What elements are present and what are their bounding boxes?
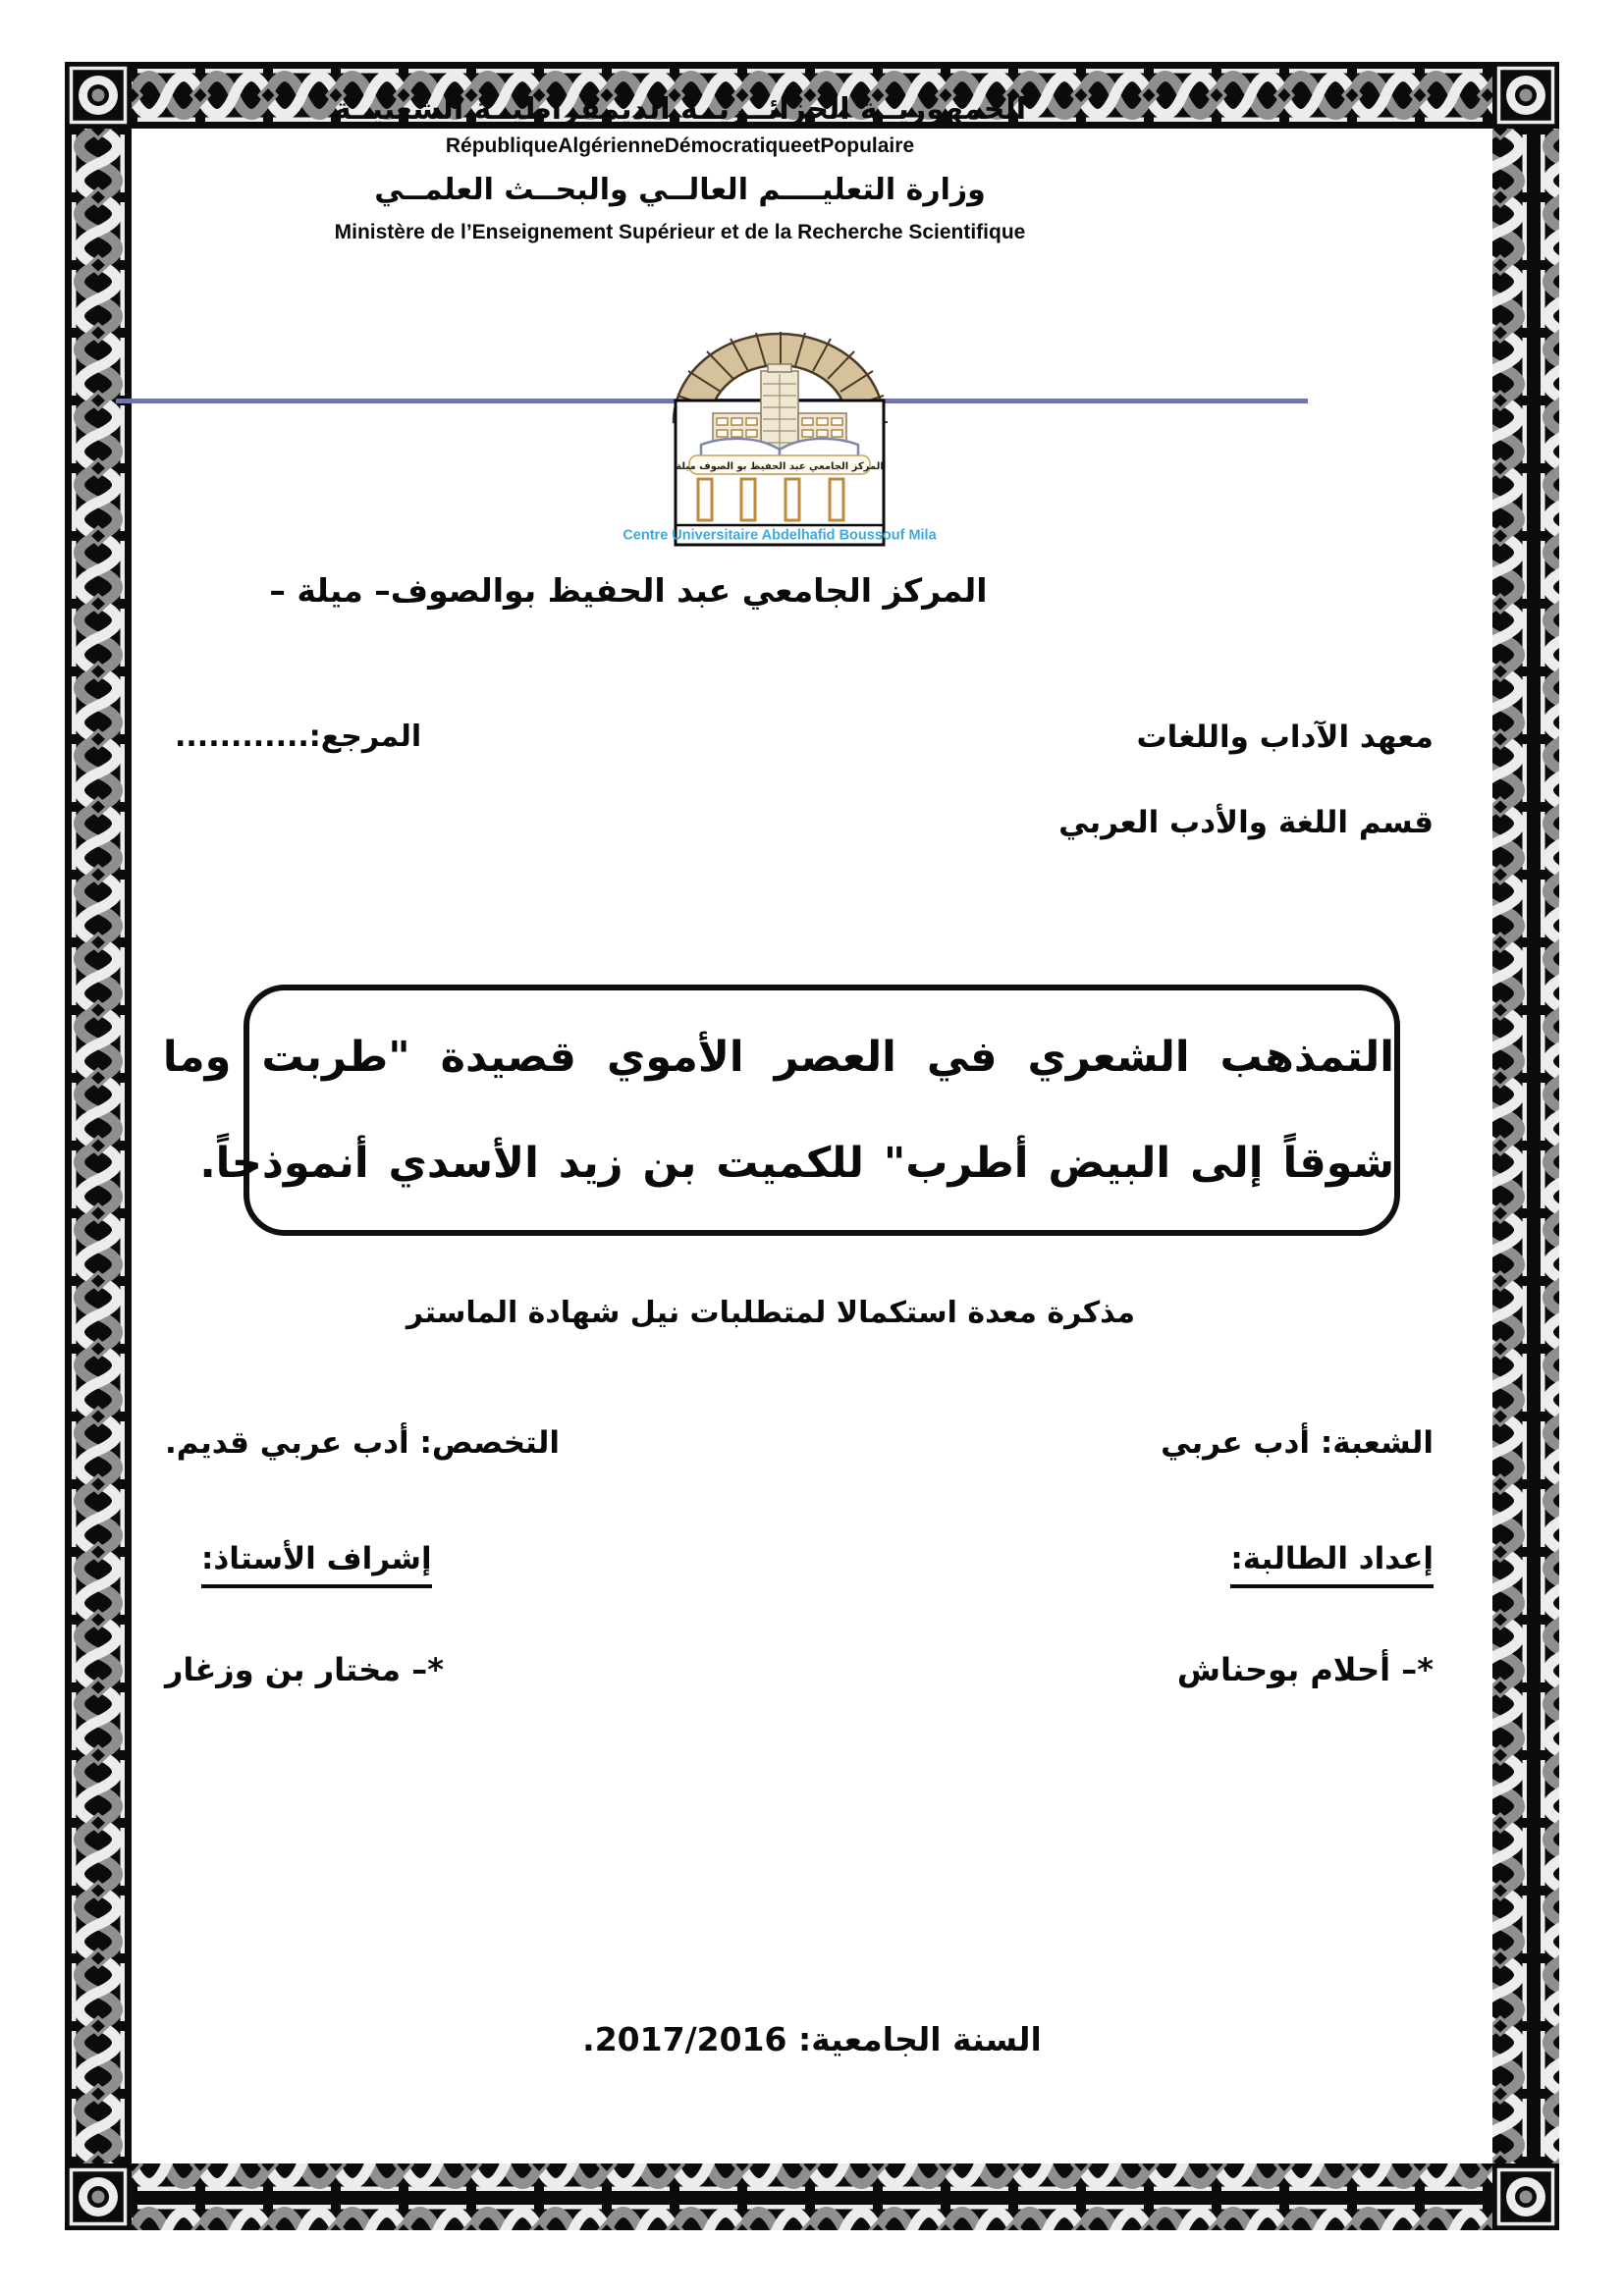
thesis-title-line-1: التمذهب الشعري في العصر الأموي قصيدة "طربت وما — [162, 1033, 1394, 1082]
student-name: *– أحلام بوحناش — [1176, 1651, 1434, 1688]
reference-label: المرجع:............ — [175, 720, 422, 754]
ministry-title-arabic: وزارة التعليــــم العالــي والبحــث العلمــي — [374, 173, 986, 207]
header-block — [128, 90, 1232, 247]
memo-note: مذكرة معدة استكمالا لمتطلبات نيل شهادة الماستر — [406, 1296, 1136, 1330]
specialty-field: التخصص: أدب عربي قديم. — [165, 1425, 560, 1461]
frame-corner-top-right — [1492, 62, 1559, 129]
thesis-title-line-2: شوقاً إلى البيض أطرب" للكميت بن زيد الأسدي أنموذجاً. — [199, 1139, 1394, 1188]
academic-year: السنة الجامعية: 2017/2016. — [582, 2020, 1042, 2058]
republic-title-arabic: الجمهوريــة الجزائــريــة الديمقراطيــة الشعبيــة — [333, 92, 1027, 127]
frame-right-band — [1492, 62, 1559, 2230]
branch-field: الشعبة: أدب عربي — [1161, 1425, 1434, 1461]
supervisor-name: *– مختار بن وزغار — [165, 1651, 444, 1688]
calligraphy-text: المركز الجامعي عبد الحفيظ بو الصوف ميلة — [676, 461, 884, 472]
university-name-line: المركز الجامعي عبد الحفيظ بوالصوف– ميلة – — [269, 571, 988, 610]
supervisor-label: إشراف الأستاذ: — [201, 1541, 432, 1588]
logo-caption: Centre Universitaire Abdelhafid Boussouf Mila — [623, 527, 937, 544]
university-logo — [619, 327, 943, 558]
republic-title-french: RépubliqueAlgérienneDémocratiqueetPopulaire — [445, 134, 915, 157]
frame-bottom-band — [65, 2163, 1559, 2230]
ministry-title-french: Ministère de l’Enseignement Supérieur et de la Recherche Scientifique — [334, 221, 1026, 243]
department-name: قسم اللغة والأدب العربي — [1058, 805, 1434, 840]
frame-corner-top-left — [65, 62, 132, 129]
prepared-by-label: إعداد الطالبة: — [1230, 1541, 1434, 1588]
calligraphy-strip — [676, 455, 884, 474]
thesis-title-box — [162, 985, 1400, 1236]
frame-corner-bottom-left — [65, 2163, 132, 2230]
frame-left-band — [65, 62, 132, 2230]
institute-name: معهد الآداب واللغات — [1136, 720, 1434, 755]
frame-corner-bottom-right — [1492, 2163, 1559, 2230]
